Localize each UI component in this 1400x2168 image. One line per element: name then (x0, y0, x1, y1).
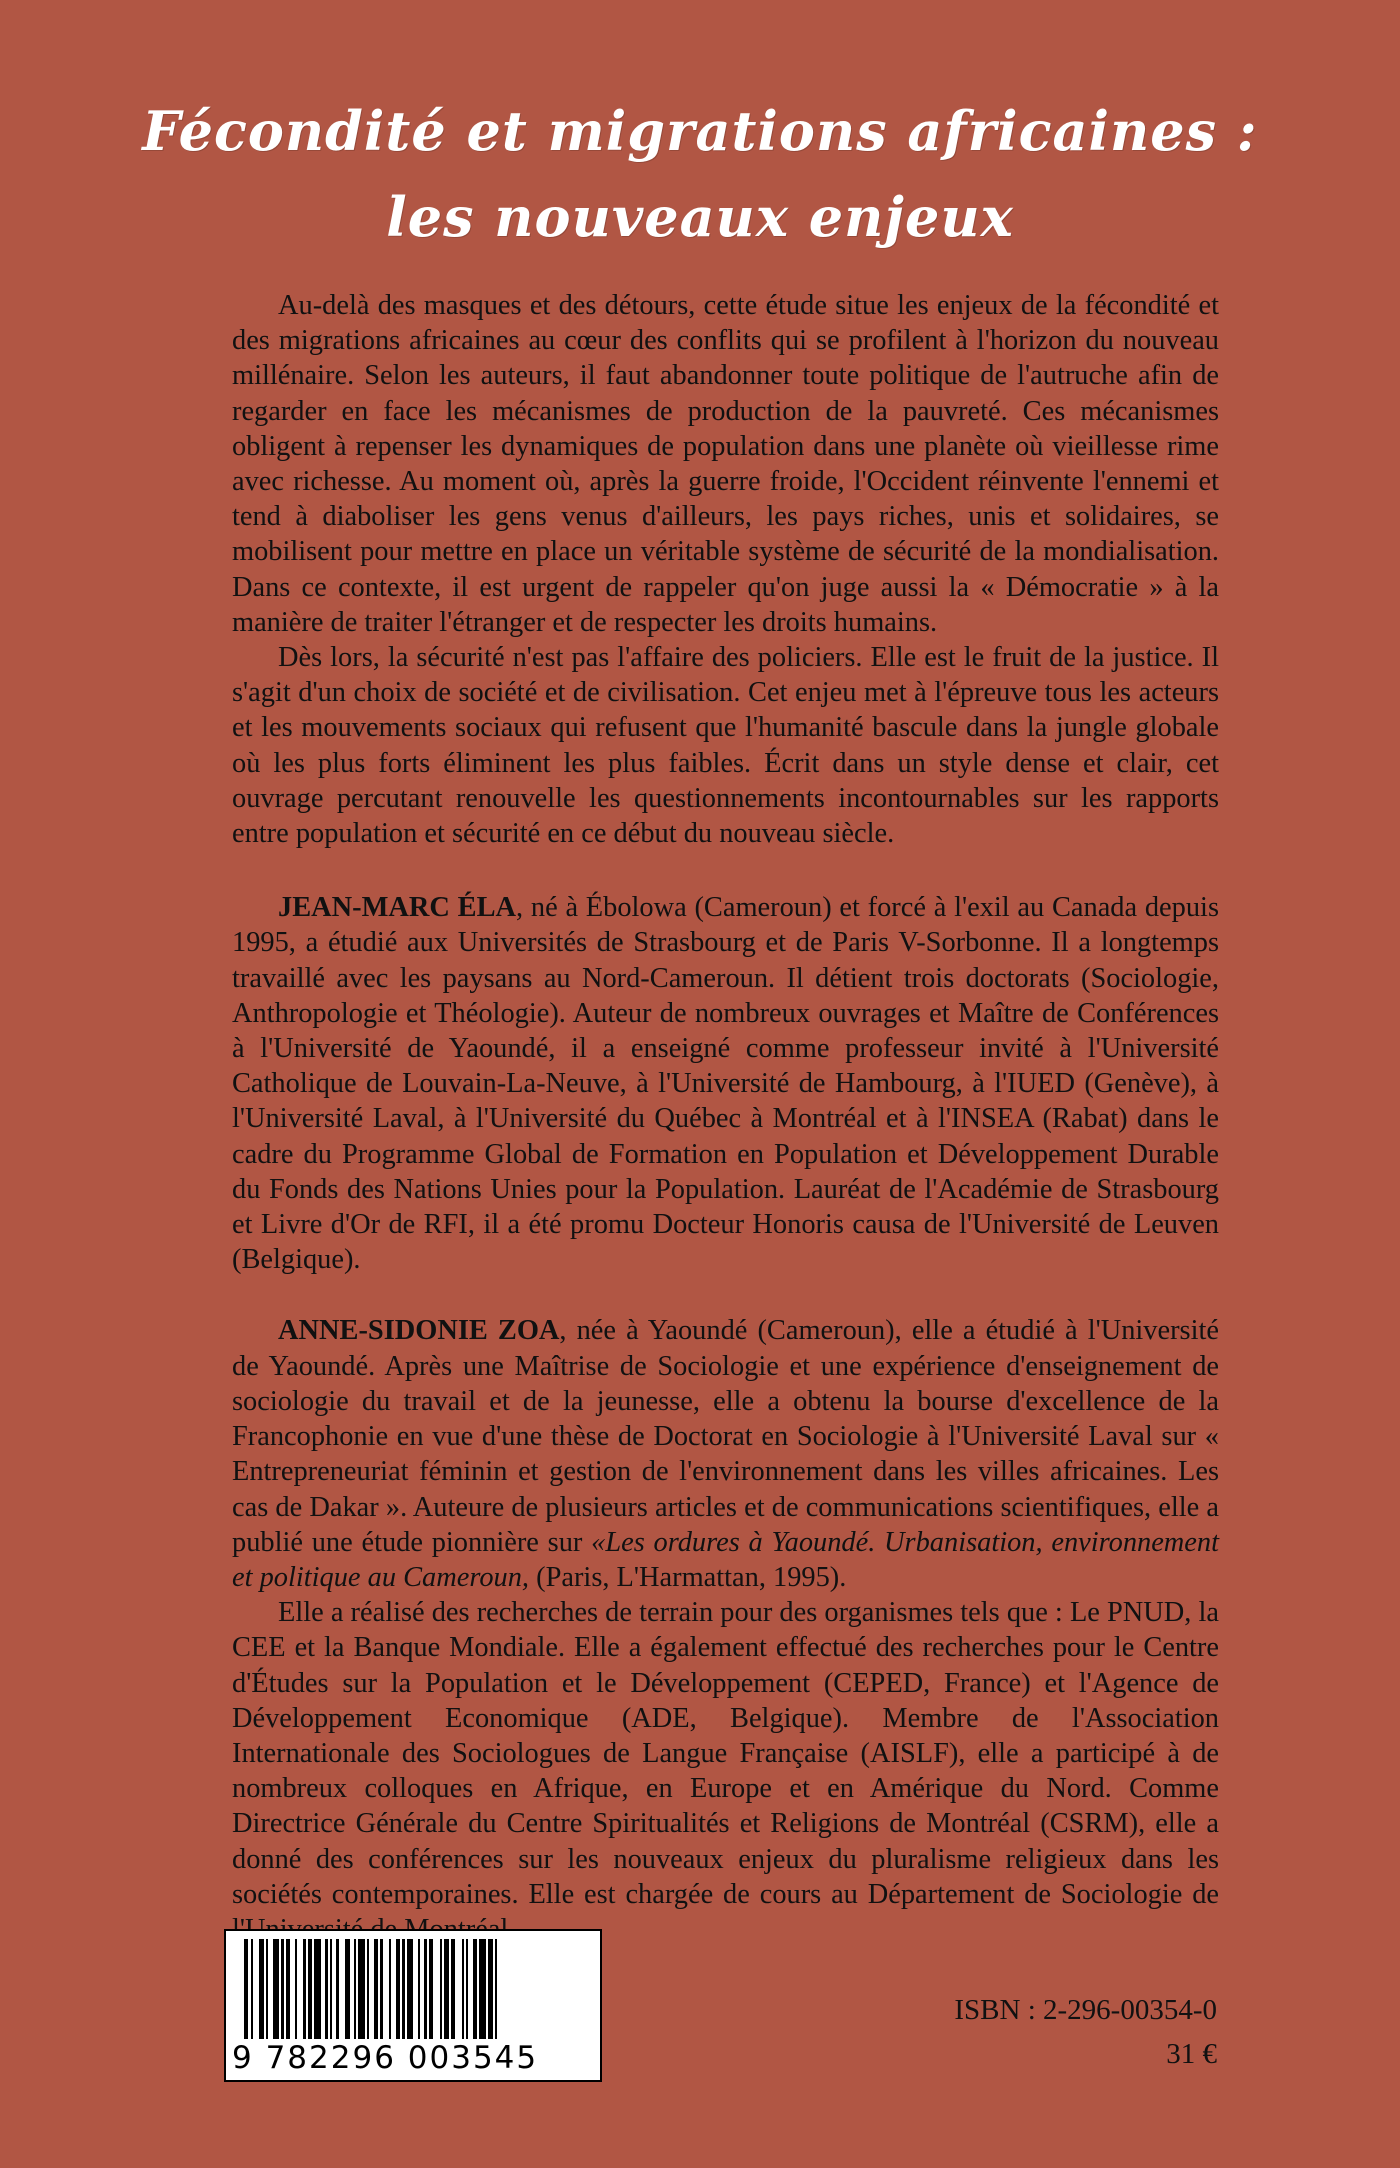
barcode-bar (424, 1939, 426, 2039)
barcode-bar (330, 1939, 332, 2039)
barcode-bar (402, 1939, 404, 2039)
author-name-ela: JEAN-MARC ÉLA (278, 892, 517, 924)
barcode-bar (473, 1939, 477, 2039)
barcode-bar (308, 1939, 312, 2039)
author-zoa-research-paragraph: Elle a réalisé des recherches de terrain pour des organismes tels que : Le PNUD, la CEE et la Banque Mondiale. Elle a également effectué des recherches pour le Centre d'Études sur la Population et le Développement (CEPED, France) et l'Agence de Développement Economique (ADE, Belgique). Membre de l'Association Internationale des Sociologues de Langue Française (AISLF), elle a participé à de nombreux colloques en Afrique, en Europe et en Amérique du Nord. Comme Directrice Générale du Centre Spiritualités et Religions de Montréal (CSRM), elle a donné des conférences sur les nouveaux enjeux du pluralisme religieux dans les sociétés contemporaines. Elle est chargée de cours au Département de Sociologie de (232, 1597, 1219, 1910)
barcode-bar (488, 1939, 492, 2039)
barcode-bar (354, 1939, 356, 2039)
isbn: ISBN : 2-296-00354-0 (954, 1994, 1217, 2026)
barcode-bar (440, 1939, 442, 2039)
barcode-bar (367, 1939, 369, 2039)
author-bio-zoa (232, 1313, 1219, 1595)
barcode-bar (479, 1939, 486, 2039)
barcode-bar (314, 1939, 321, 2039)
barcode-bar (462, 1939, 464, 2039)
author-bio-ela (232, 890, 1219, 1277)
book-title (0, 88, 1400, 260)
barcode-bar (286, 1939, 290, 2039)
barcode-bar (251, 1939, 253, 2039)
barcode-bar (244, 1939, 248, 2039)
price: 31 € (1166, 2038, 1217, 2070)
author-name-zoa: ANNE-SIDONIE ZOA (278, 1315, 560, 1347)
barcode-bar (281, 1939, 283, 2039)
barcode-bar (444, 1939, 448, 2039)
barcode-bar (396, 1939, 400, 2039)
author-bio-zoa-text-a: , née à Yaoundé (Cameroun), elle a étudié à l'Université de Yaoundé. Après une Maîtrise de Sociologie et une expérience d'enseignement de sociologie du travail et de la jeunesse, elle a obtenu la bourse d'excellence de la Francophonie en vue d'une thèse de Doctorat en Sociologie à l'Université Laval sur « Entrepreneuriat féminin et gestion de l'environnement dans les villes africaines. Les cas de Dakar ». Auteure de plusieurs articles et de communications scientifiques, elle a publié une étude pionnière sur (232, 1315, 1219, 1558)
barcode-bar (295, 1939, 297, 2039)
title-line-1: Fécondité et migrations africaines : (142, 99, 1258, 163)
barcode-bar (418, 1939, 420, 2039)
summary-paragraph-1: Au-delà des masques et des détours, cette étude situe les enjeux de la fécondité et des migrations africaines au cœur des conflits qui se profilent à l'horizon du nouveau millénaire. Selon les auteurs, il faut abandonner toute politique de l'autruche afin de regarder en face les mécanismes de production de la pauvreté. Ces mécanismes obligent à repenser les dynamiques de population dans une planète où vieillesse rime avec richesse. Au moment où, après la guerre froide, l'Occident réinvente l'ennemi et tend à diaboliser les gens venus d'ailleurs, les pays riches, unis et solidaires, se mobilisent pour mettre en place un véritable système de sécurité de la mondialisation. Dans ce contexte, il est urgent de rappeler qu'on juge aussi la « Démocratie » à la manière de traiter l'étranger et de respecter les droits humains. (232, 290, 1219, 638)
summary-paragraph-2: Dès lors, la sécurité n'est pas l'affaire des policiers. Elle est le fruit de la justice. Il s'agit d'un choix de société et de civilisation. Cet enjeu met à l'épreuve tous les acteurs et les mouvements sociaux qui refusent que l'humanité bascule dans la jungle globale où les plus forts éliminent les plus faibles. Écrit dans un style dense et clair, cet ouvrage percutant renouvelle les questionnements incontournables sur les rapports entre population et sécurité en ce début du nouveau siècle. (232, 642, 1219, 850)
barcode-bar (466, 1939, 468, 2039)
barcode-bar (303, 1939, 305, 2039)
author-bio-zoa-text-b: (Paris, L'Harmattan, 1995). (529, 1561, 847, 1593)
barcode-bar (358, 1939, 365, 2039)
barcode-bar (429, 1939, 433, 2039)
barcode-bar (374, 1939, 378, 2039)
barcode-bar (380, 1939, 382, 2039)
barcode-bar (266, 1939, 268, 2039)
barcode-bar (345, 1939, 349, 2039)
barcode-bar (336, 1939, 338, 2039)
barcode-bar (451, 1939, 455, 2039)
barcode (224, 1929, 602, 2082)
barcode-bar (407, 1939, 414, 2039)
barcode-bar (259, 1939, 263, 2039)
title-line-2: les nouveaux enjeux (386, 185, 1014, 249)
barcode-bars (244, 1939, 584, 2039)
barcode-bar (325, 1939, 327, 2039)
barcode-digits: 9 782296 003545 (232, 2040, 539, 2076)
barcode-bar (273, 1939, 280, 2039)
back-cover-text (232, 288, 1219, 1947)
barcode-bar (389, 1939, 391, 2039)
author-zoa-book-title: «Les ordures à Yaoundé. Urbanisation, environnement et politique au Cameroun, (232, 1526, 1219, 1593)
barcode-bar (495, 1939, 497, 2039)
author-bio-ela-text: , né à Ébolowa (Cameroun) et forcé à l'exil au Canada depuis 1995, a étudié aux Universités de Strasbourg et de Paris V-Sorbonne. Il a longtemps travaillé avec les paysans au Nord-Cameroun. Il détient trois doctorats (Sociologie, Anthropologie et Théologie). Auteur de nombreux ouvrages et Maître de Conférences à l'Université de Yaoundé, il a enseigné comme professeur invité à l'Université Catholique de Louvain-La-Neuve, à l'Université de Hambourg, à l'IUED (Genève), à l'Université Laval, à l'Université du Québec à Montréal et à l'INSEA (Rabat) dans le cadre du Programme Global de Formation en Population et Développement Durable du Fonds des Nations Unies pour la Population. Lauréat de l'Académie de Strasbourg et Livre d'Or de RFI, il a été promu Docteur Honoris causa de l'Université de Leuven (Belgique). (232, 892, 1219, 1276)
